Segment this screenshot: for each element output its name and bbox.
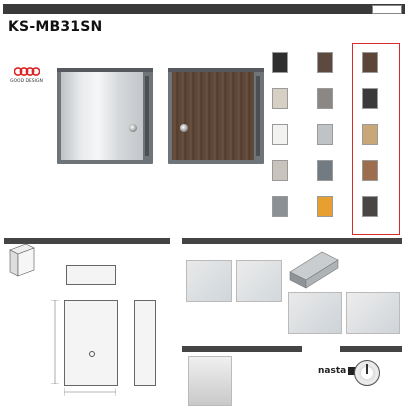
color-swatch — [317, 124, 333, 145]
nasta-logo: nasta — [318, 366, 347, 376]
feature-photo — [346, 292, 400, 334]
model-title: KS-MB31SN — [8, 19, 103, 35]
product-image-silver — [57, 68, 153, 164]
color-swatch — [272, 160, 288, 181]
color-swatch — [317, 196, 333, 217]
top-view-drawing — [66, 265, 116, 285]
color-swatch — [362, 196, 378, 217]
isometric-drawing — [6, 240, 36, 280]
color-swatch — [272, 124, 288, 145]
color-swatch — [362, 52, 378, 73]
color-swatch — [272, 52, 288, 73]
product-image-walnut — [168, 68, 264, 164]
color-swatch — [362, 124, 378, 145]
lock-icon — [89, 351, 95, 357]
section-bar-dial — [340, 346, 402, 352]
key-lock-icon — [180, 124, 188, 132]
color-swatch — [317, 52, 333, 73]
section-bar-features — [182, 238, 402, 244]
dimension-line — [50, 300, 60, 384]
dimension-line — [64, 388, 116, 396]
section-bar-optional — [182, 346, 302, 352]
color-swatch — [317, 88, 333, 109]
page-badge — [372, 5, 402, 14]
color-swatch — [272, 196, 288, 217]
feature-photo — [236, 260, 282, 302]
feature-photo — [186, 260, 232, 302]
dial-lock-photo — [188, 356, 232, 406]
good-design-label: GOOD DESIGN — [10, 79, 43, 84]
color-swatch — [317, 160, 333, 181]
key-lock-icon — [129, 124, 137, 132]
combination-dial-icon — [354, 360, 380, 386]
mail-slot-lid-photo — [288, 246, 340, 290]
feature-photo — [288, 292, 342, 334]
color-swatch — [272, 88, 288, 109]
front-view-drawing — [64, 300, 118, 386]
color-swatch — [362, 88, 378, 109]
side-view-drawing — [134, 300, 156, 386]
color-swatch — [362, 160, 378, 181]
header-category — [10, 4, 190, 14]
good-design-logo-icon — [14, 66, 40, 77]
